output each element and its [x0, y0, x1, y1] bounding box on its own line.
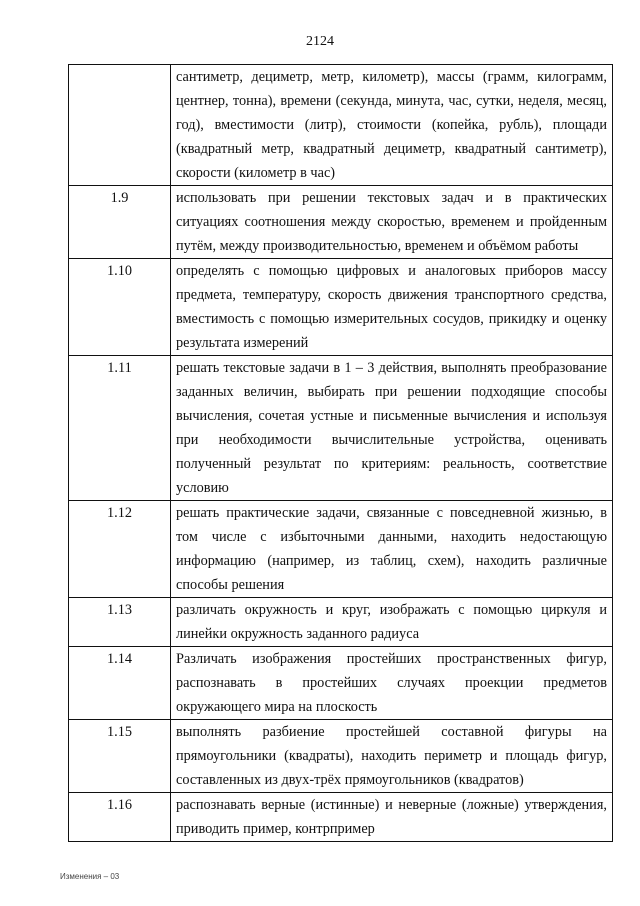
table-row	[69, 186, 613, 259]
row-number: 1.11	[69, 356, 171, 501]
requirements-table	[68, 64, 613, 842]
row-number: 1.12	[69, 501, 171, 598]
table-row	[69, 356, 613, 501]
table-row	[69, 65, 613, 186]
row-number	[69, 65, 171, 186]
row-text: определять с помощью цифровых и аналоговых приборов массу предмета, температуру, скорость движения транспортного средства, вместимость с помощью измерительных сосудов, прикидку и оценку результата измерений	[171, 259, 613, 356]
row-number: 1.9	[69, 186, 171, 259]
row-text: решать практические задачи, связанные с повседневной жизнью, в том числе с избыточными данными, находить недостающую информацию (например, из таблиц, схем), находить различные способы решения	[171, 501, 613, 598]
row-number: 1.16	[69, 793, 171, 842]
row-text: выполнять разбиение простейшей составной фигуры на прямоугольники (квадраты), находить периметр и площадь фигур, составленных из двух-трёх прямоугольников (квадратов)	[171, 720, 613, 793]
footer-revision-note: Изменения – 03	[60, 872, 120, 881]
table-row	[69, 259, 613, 356]
row-text: сантиметр, дециметр, метр, километр), массы (грамм, килограмм, центнер, тонна), времени (секунда, минута, час, сутки, неделя, месяц, год), вместимости (литр), стоимости (копейка, рубль), площади (квадратный метр, квадратный дециметр, квадратный сантиметр), скорости (километр в час)	[171, 65, 613, 186]
row-text: различать окружность и круг, изображать с помощью циркуля и линейки окружность заданного радиуса	[171, 598, 613, 647]
row-text: использовать при решении текстовых задач и в практических ситуациях соотношения между скоростью, временем и пройденным путём, между производительностью, временем и объёмом работы	[171, 186, 613, 259]
table-row	[69, 720, 613, 793]
page-number: 2124	[306, 34, 334, 49]
row-number: 1.15	[69, 720, 171, 793]
table-row	[69, 598, 613, 647]
table-row	[69, 501, 613, 598]
row-text: распознавать верные (истинные) и неверные (ложные) утверждения, приводить пример, контрпример	[171, 793, 613, 842]
table-row	[69, 793, 613, 842]
row-number: 1.10	[69, 259, 171, 356]
table-row	[69, 647, 613, 720]
row-text: решать текстовые задачи в 1 – 3 действия, выполнять преобразование заданных величин, выбирать при решении подходящие способы вычисления, сочетая устные и письменные вычисления и используя при необходимости вычислительные устройства, оценивать полученный результат по критериям: реальность, соответствие условию	[171, 356, 613, 501]
row-number: 1.13	[69, 598, 171, 647]
row-number: 1.14	[69, 647, 171, 720]
row-text: Различать изображения простейших пространственных фигур, распознавать в простейших случаях проекции предметов окружающего мира на плоскость	[171, 647, 613, 720]
